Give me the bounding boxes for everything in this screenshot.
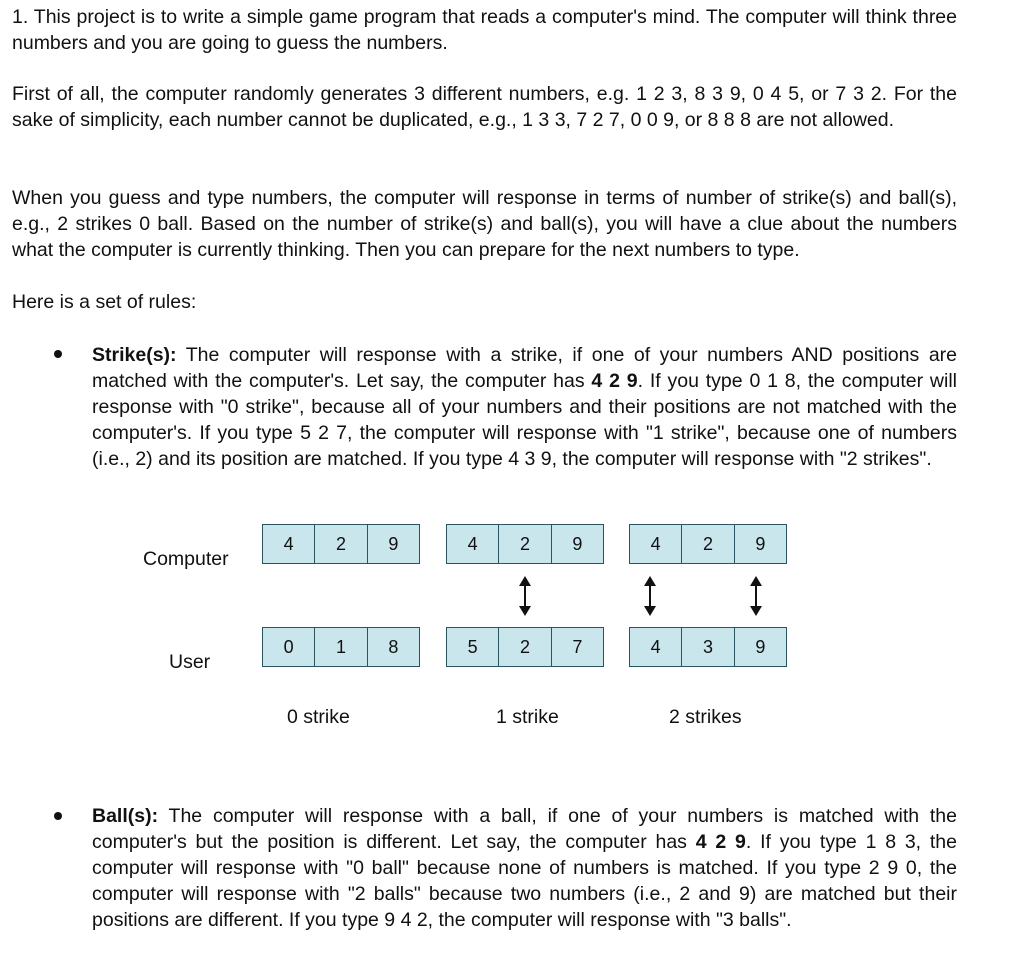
digit-cell: 2 xyxy=(499,525,551,563)
strike-term: Strike(s): xyxy=(92,344,177,366)
strike-text-2: . If you type 0 1 8, the computer will response with "0 strike", because all of your numbers and their positions are not matched with the computer's. If you type 5 2 7, the computer will response with "1 strike", because one of numbers (i.e., 2) and its position are matched. If you type 4 3 9, the computer will response with "2 strikes". xyxy=(92,370,957,470)
result-label: 0 strike xyxy=(287,706,350,728)
rules-heading: Here is a set of rules: xyxy=(12,291,197,313)
bullet-icon xyxy=(54,812,62,820)
strike-rule xyxy=(92,342,957,472)
digit-cell: 9 xyxy=(755,533,766,554)
ball-text-2: . If you type 1 8 3, the computer will response with "0 ball" because none of numbers is matched. If you type 2 9 0, the computer will response with "2 balls" because two numbers (i.e., 2 and 9) are matched but their positions are different. If you type 9 4 2, the computer will response with "3 balls". xyxy=(92,831,957,931)
digit-cell: 3 xyxy=(682,628,734,666)
digit-cell: 2 xyxy=(315,525,367,563)
digit-cell: 7 xyxy=(572,636,583,657)
ball-text-1: The computer will response with a ball, if one of your numbers is matched with the computer's but the position is different. Let say, the computer has xyxy=(92,805,957,853)
user-number-box xyxy=(262,627,420,667)
bullet-icon xyxy=(54,350,62,358)
user-number-box xyxy=(446,627,604,667)
digit-cell: 4 xyxy=(630,628,682,666)
result-label: 1 strike xyxy=(496,706,559,728)
digit-cell: 1 xyxy=(315,628,367,666)
digit-cell: 9 xyxy=(572,533,583,554)
digit-cell: 4 xyxy=(447,525,499,563)
result-label: 2 strikes xyxy=(669,706,742,728)
strike-text-1: The computer will response with a strike, if one of your numbers AND positions are matched with the computer's. Let say, the computer has xyxy=(92,344,957,392)
intro-paragraph-1: 1. This project is to write a simple game program that reads a computer's mind. The computer will think three numbers and you are going to guess the numbers. xyxy=(12,6,957,54)
computer-number-box xyxy=(629,524,787,564)
computer-row-label: Computer xyxy=(143,548,229,570)
computer-number-box xyxy=(262,524,420,564)
match-arrow-icon xyxy=(749,574,763,618)
digit-cell: 9 xyxy=(755,636,766,657)
user-row-label: User xyxy=(169,651,211,673)
digit-cell: 4 xyxy=(630,525,682,563)
ball-rule xyxy=(92,803,957,933)
digit-cell: 8 xyxy=(388,636,399,657)
user-number-box xyxy=(629,627,787,667)
digit-cell: 9 xyxy=(388,533,399,554)
ball-number: 4 2 9 xyxy=(695,831,746,853)
strike-number: 4 2 9 xyxy=(591,370,638,392)
digit-cell: 2 xyxy=(682,525,734,563)
computer-number-box xyxy=(446,524,604,564)
intro-paragraph-3: When you guess and type numbers, the computer will response in terms of number of strike(s) and ball(s), e.g., 2 strikes 0 ball. Based on the number of strike(s) and ball(s), you will have a clue about the numbers what the computer is currently thinking. Then you can prepare for the next numbers to type. xyxy=(12,187,957,261)
match-arrow-icon xyxy=(518,574,532,618)
digit-cell: 0 xyxy=(263,628,315,666)
ball-term: Ball(s): xyxy=(92,805,159,827)
digit-cell: 2 xyxy=(499,628,551,666)
digit-cell: 5 xyxy=(447,628,499,666)
digit-cell: 4 xyxy=(263,525,315,563)
match-arrow-icon xyxy=(643,574,657,618)
intro-paragraph-2: First of all, the computer randomly generates 3 different numbers, e.g. 1 2 3, 8 3 9, 0 4 5, or 7 3 2. For the sake of simplicity, each number cannot be duplicated, e.g., 1 3 3, 7 2 7, 0 0 9, or 8 8 8 are not allowed. xyxy=(12,83,957,131)
